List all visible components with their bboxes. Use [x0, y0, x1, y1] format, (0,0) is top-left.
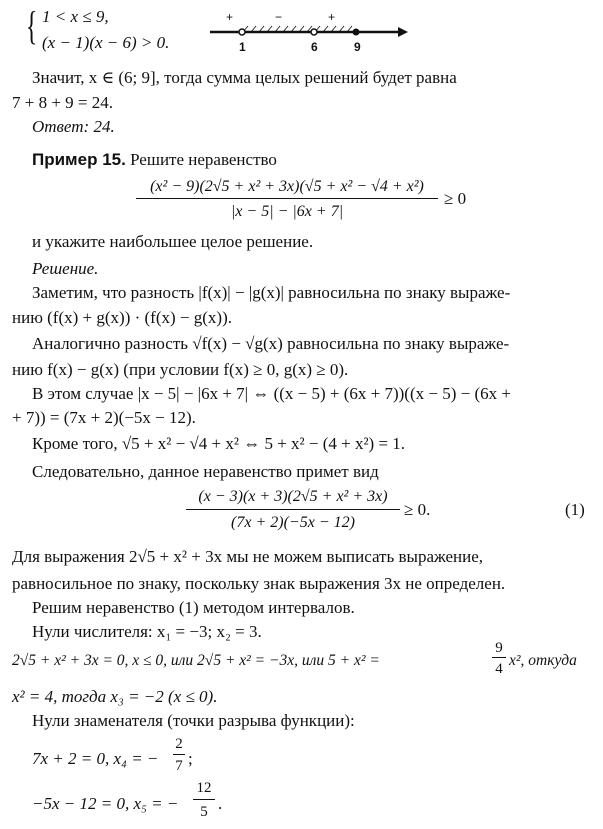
point-label-1: 1 — [239, 40, 246, 54]
example-denominator: |x − 5| − |6x + 7| — [230, 203, 344, 220]
eq2-frac-den: 4 — [495, 661, 503, 677]
eq4-frac-num: 12 — [196, 780, 212, 796]
eq4-left: −5x − 12 = 0, x₅ = − — [32, 794, 179, 813]
text-line-5: В этом случае |x − 5| − |6x + 7| ⇔ ((x − 5) + (6x + 7))((x − 5) − (6x + — [32, 384, 511, 403]
eq2-frac-num: 9 — [495, 640, 503, 656]
answer: Ответ: 24. — [32, 117, 115, 136]
example-relation: ≥ 0 — [444, 189, 467, 208]
sign-minus: − — [275, 10, 283, 24]
eq2-left: 2√5 + x² + 3x = 0, x ≤ 0, или 2√5 + x² = −3x, или 5 + x² = — [12, 652, 380, 669]
eq2-right: x², откуда — [509, 652, 577, 669]
text-line-9: Для выражения 2√5 + x² + 3x мы не можем выписать выражение, — [12, 547, 484, 566]
eq2-frac-bar — [492, 657, 506, 658]
eq3-frac-bar — [173, 754, 185, 755]
example-title: Пример 15. — [32, 150, 126, 169]
point-label-9: 9 — [354, 40, 361, 54]
zeros-denominator: Нули знаменателя (точки разрыва функции): — [32, 711, 355, 730]
example-header — [32, 151, 277, 168]
eq4-frac-den: 5 — [200, 804, 208, 820]
sign-plus-1: + — [226, 10, 234, 24]
eq3-frac-num: 2 — [175, 736, 183, 752]
eq1-fraction-bar — [186, 509, 400, 510]
point-label-6: 6 — [311, 40, 318, 54]
eq3-left: 7x + 2 = 0, x₄ = − — [32, 749, 159, 768]
paragraph-2: 7 + 8 + 9 = 24. — [12, 93, 114, 112]
text-line-1: Заметим, что разность |f(x)| − |g(x)| равносильна по знаку выраже- — [32, 283, 511, 302]
paragraph-1: Значит, x ∈ (6; 9], тогда сумма целых решений будет равна — [32, 68, 457, 87]
eq1-tag: (1) — [565, 500, 585, 519]
sign-plus-2: + — [328, 10, 336, 24]
example-fraction-bar — [136, 198, 438, 199]
text-line-3: Аналогично разность √f(x) − √g(x) равносильна по знаку выраже- — [32, 334, 510, 353]
text-line-6: + 7)) = (7x + 2)(−5x − 12). — [12, 408, 196, 427]
eq4-frac-bar — [193, 799, 215, 800]
text-line-7: Кроме того, √5 + x² − √4 + x² ⇔ 5 + x² − (4 + x²) = 1. — [32, 434, 406, 453]
text-line-11: Решим неравенство (1) методом интервалов. — [32, 598, 355, 617]
text-line-10: равносильное по знаку, поскольку знак выражения 3x не определен. — [12, 574, 506, 593]
eq3-tail: ; — [188, 749, 193, 768]
eq1-relation: ≥ 0. — [404, 500, 431, 519]
text-line-12: Нули числителя: x₁ = −3; x₂ = 3. — [32, 622, 262, 641]
eq1-numerator: (x − 3)(x + 3)(2√5 + x² + 3x) — [198, 488, 388, 505]
eq3-frac-den: 7 — [175, 758, 183, 774]
example-numerator: (x² − 9)(2√5 + x² + 3x)(√5 + x² − √4 + x²) — [150, 178, 424, 195]
text-line-4: нию f(x) − g(x) (при условии f(x) ≥ 0, g(x) ≥ 0). — [12, 360, 349, 379]
system-brace: { — [25, 3, 38, 48]
line-x2: x² = 4, тогда x₃ = −2 (x ≤ 0). — [12, 687, 218, 706]
text-line-2: нию (f(x) + g(x)) · (f(x) − g(x)). — [12, 308, 232, 327]
system-line-1: 1 < x ≤ 9, — [42, 7, 109, 26]
example-task: Решите неравенство — [130, 150, 277, 169]
system-line-2: (x − 1)(x − 6) > 0. — [42, 33, 170, 52]
text-line-8: Следовательно, данное неравенство примет вид — [32, 462, 379, 481]
example-task-2: и укажите наибольшее целое решение. — [32, 232, 314, 251]
solution-label: Решение. — [32, 259, 99, 278]
eq4-tail: . — [218, 794, 223, 813]
eq1-denominator: (7x + 2)(−5x − 12) — [231, 514, 355, 531]
